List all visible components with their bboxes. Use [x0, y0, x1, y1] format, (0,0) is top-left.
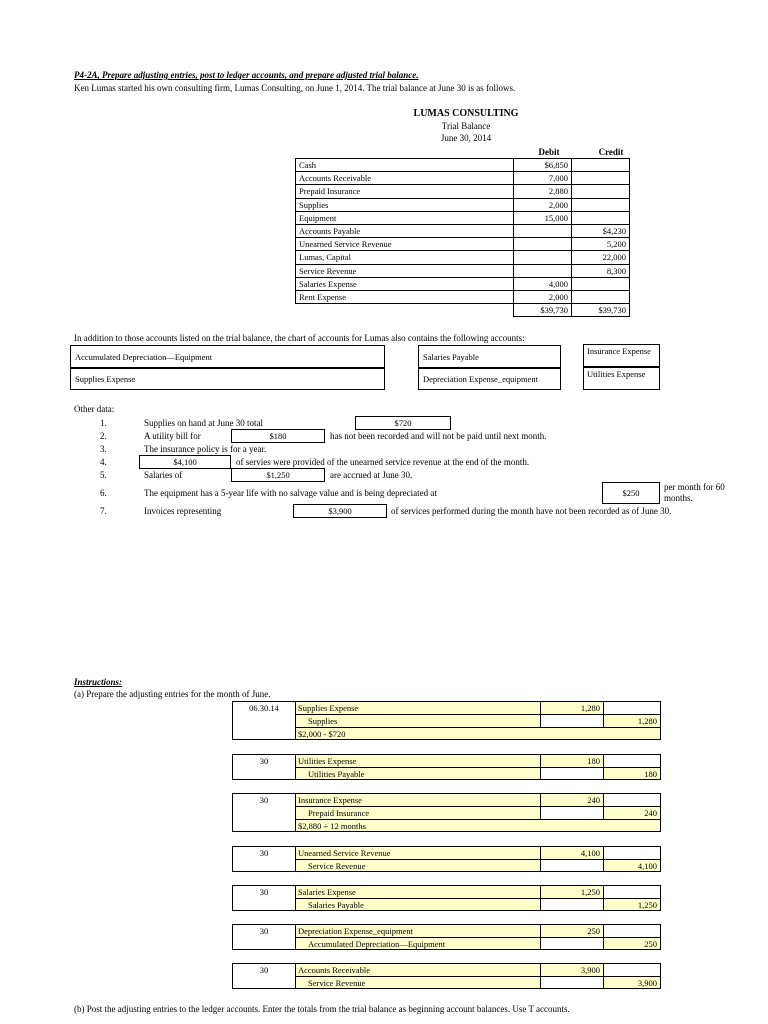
tb-credit: [572, 290, 630, 303]
tb-account: Accounts Payable: [296, 224, 514, 237]
entry-date: 30: [232, 885, 295, 898]
other-heading: Other data:: [74, 404, 115, 414]
item-6-num: 6.: [100, 488, 107, 498]
entry-credit-account: Service Revenue: [295, 976, 541, 989]
entry-note: $2,000 - $720: [295, 727, 661, 740]
journal-entry: [232, 701, 661, 740]
journal-entry: [232, 924, 661, 950]
journal-entry: [232, 885, 661, 911]
entry-date: 30: [232, 963, 295, 976]
tb-total-credit: $39,730: [572, 304, 630, 317]
tb-debit: [514, 264, 572, 277]
tb-row: [296, 238, 630, 251]
entry-credit-account: Utilities Payable: [295, 767, 541, 780]
tb-row: [296, 211, 630, 224]
journal-entry: [232, 793, 661, 832]
item-6-text: The equipment has a 5-year life with no salvage value and is being depreciated at: [144, 488, 437, 498]
tb-credit: [572, 277, 630, 290]
item-5-text-b: are accrued at June 30.: [330, 470, 413, 480]
dep-exp-label: Depreciation Expense_equipment: [423, 374, 538, 384]
entry-date: 30: [232, 846, 295, 859]
tb-account: Salaries Expense: [296, 277, 514, 290]
item-1-num: 1.: [100, 418, 107, 428]
entry-credit-account: Salaries Payable: [295, 898, 541, 911]
tb-account: Rent Expense: [296, 290, 514, 303]
instruction-a: (a) Prepare the adjusting entries for the month of June.: [74, 689, 271, 699]
entry-debit-account: Accounts Receivable: [295, 963, 541, 976]
item-2-num: 2.: [100, 431, 107, 441]
debit-header: Debit: [538, 147, 560, 157]
entry-debit-amount: 240: [541, 793, 604, 806]
sup-exp-label: Supplies Expense: [75, 374, 136, 384]
problem-intro: Ken Lumas started his own consulting firm, Lumas Consulting, on June 1, 2014. The trial balance at June 30 is as follows.: [74, 83, 516, 93]
item-7-text-b: of services performed during the month have not been recorded as of June 30.: [391, 506, 672, 516]
tb-debit: [514, 251, 572, 264]
item-6-value: $250: [602, 482, 660, 504]
entry-credit-amount: 1,250: [604, 898, 661, 911]
instruction-b: (b) Post the adjusting entries to the ledger accounts. Enter the totals from the trial balance as beginning account balances. Use T accounts.: [74, 1004, 570, 1014]
util-exp-label: Utilities Expense: [587, 369, 646, 379]
item-6-text-b: per month for 60: [664, 482, 725, 492]
entry-debit-amount: 180: [541, 754, 604, 767]
item-6-text-c: months.: [664, 493, 693, 503]
entry-date: 30: [232, 924, 295, 937]
tb-row: [296, 290, 630, 303]
item-7-num: 7.: [100, 506, 107, 516]
tb-account: Accounts Receivable: [296, 172, 514, 185]
entry-debit-amount: 250: [541, 924, 604, 937]
tb-debit: 2,000: [514, 290, 572, 303]
journal-entry: [232, 754, 661, 780]
entry-debit-amount: 1,250: [541, 885, 604, 898]
entry-debit-account: Unearned Service Revenue: [295, 846, 541, 859]
instructions-heading: Instructions:: [74, 677, 123, 687]
tb-row: [296, 159, 630, 172]
tb-subtitle: Trial Balance: [441, 121, 491, 131]
util-exp-box: [583, 367, 660, 390]
chart-intro: In addition to those accounts listed on the trial balance, the chart of accounts for Lumas also contains the following accounts:: [74, 333, 525, 343]
entry-debit-amount: 1,280: [541, 701, 604, 714]
item-5-num: 5.: [100, 470, 107, 480]
item-3-num: 3.: [100, 444, 107, 454]
entry-credit-amount: 240: [604, 806, 661, 819]
item-2-text-b: has not been recorded and will not be paid until next month.: [330, 431, 547, 441]
tb-total-row: [296, 304, 630, 317]
entry-credit-account: Prepaid Insurance: [295, 806, 541, 819]
entry-credit-amount: 180: [604, 767, 661, 780]
tb-account: Service Revenue: [296, 264, 514, 277]
tb-credit: [572, 211, 630, 224]
entry-credit-amount: 3,900: [604, 976, 661, 989]
entry-debit-amount: 4,100: [541, 846, 604, 859]
sal-pay-box: [418, 345, 561, 368]
dep-exp-box: [418, 368, 561, 390]
item-2-text-a: A utility bill for: [144, 431, 201, 441]
ins-exp-label: Insurance Expense: [587, 346, 651, 356]
tb-credit: 22,000: [572, 251, 630, 264]
tb-debit: $6,850: [514, 159, 572, 172]
tb-total-debit: $39,730: [514, 304, 572, 317]
tb-row: [296, 277, 630, 290]
entry-credit-amount: 4,100: [604, 859, 661, 872]
tb-credit: [572, 185, 630, 198]
item-7-value: $3,900: [293, 504, 387, 518]
tb-row: [296, 264, 630, 277]
tb-account: Unearned Service Revenue: [296, 238, 514, 251]
tb-credit: [572, 198, 630, 211]
trial-balance-table: [295, 158, 630, 317]
tb-debit: 2,000: [514, 198, 572, 211]
tb-account: Cash: [296, 159, 514, 172]
tb-debit: [514, 224, 572, 237]
item-3-text: The insurance policy is for a year.: [144, 444, 267, 454]
journal-entry: [232, 963, 661, 989]
entry-debit-account: Depreciation Expense_equipment: [295, 924, 541, 937]
tb-credit: 8,300: [572, 264, 630, 277]
entry-credit-account: Service Revenue: [295, 859, 541, 872]
entry-debit-account: Utilities Expense: [295, 754, 541, 767]
item-5-value: $1,250: [231, 468, 325, 482]
entry-date: 30: [232, 793, 295, 806]
tb-credit: [572, 159, 630, 172]
tb-account: Prepaid Insurance: [296, 185, 514, 198]
item-1-value: $720: [355, 416, 451, 430]
item-1-text: Supplies on hand at June 30 total: [144, 418, 263, 428]
tb-row: [296, 198, 630, 211]
item-5-text-a: Salaries of: [144, 470, 183, 480]
tb-row: [296, 224, 630, 237]
acc-dep-label: Accumulated Depreciation—Equipment: [75, 351, 213, 362]
sup-exp-box: [70, 368, 385, 390]
item-4-value: $4,100: [139, 455, 231, 469]
tb-debit: 7,000: [514, 172, 572, 185]
tb-row: [296, 172, 630, 185]
entry-credit-amount: 1,280: [604, 714, 661, 727]
entry-credit-account: Supplies: [295, 714, 541, 727]
company-name: LUMAS CONSULTING: [413, 108, 519, 119]
sal-pay-label: Salaries Payable: [423, 351, 479, 362]
entry-debit-account: Insurance Expense: [295, 793, 541, 806]
credit-header: Credit: [598, 147, 624, 157]
tb-date: June 30, 2014: [440, 133, 492, 143]
entry-debit-account: Salaries Expense: [295, 885, 541, 898]
tb-debit: 4,000: [514, 277, 572, 290]
tb-credit: [572, 172, 630, 185]
item-4-text: of servies were provided of the unearned service revenue at the end of the month.: [236, 457, 530, 467]
entry-credit-amount: 250: [604, 937, 661, 950]
tb-account: Equipment: [296, 211, 514, 224]
tb-account: Supplies: [296, 198, 514, 211]
entry-credit-account: Accumulated Depreciation—Equipment: [295, 937, 541, 950]
entry-note: $2,880 ÷ 12 months: [295, 819, 661, 832]
acc-dep-box: [70, 345, 385, 368]
ins-exp-box: [583, 344, 660, 367]
entry-date: 06.30.14: [232, 701, 295, 714]
entry-date: 30: [232, 754, 295, 767]
tb-row: [296, 251, 630, 264]
journal-entry: [232, 846, 661, 872]
tb-debit: [514, 238, 572, 251]
item-7-text-a: Invoices representing: [144, 506, 222, 516]
entry-debit-account: Supplies Expense: [295, 701, 541, 714]
tb-account: Lumas, Capital: [296, 251, 514, 264]
tb-row: [296, 185, 630, 198]
item-2-value: $180: [231, 429, 325, 443]
tb-credit: $4,230: [572, 224, 630, 237]
problem-title: P4-2A, Prepare adjusting entries, post to ledger accounts, and prepare adjusted trial balance.: [74, 70, 419, 80]
entry-debit-amount: 3,900: [541, 963, 604, 976]
tb-debit: 2,880: [514, 185, 572, 198]
tb-credit: 5,200: [572, 238, 630, 251]
tb-debit: 15,000: [514, 211, 572, 224]
item-4-num: 4.: [100, 457, 107, 467]
